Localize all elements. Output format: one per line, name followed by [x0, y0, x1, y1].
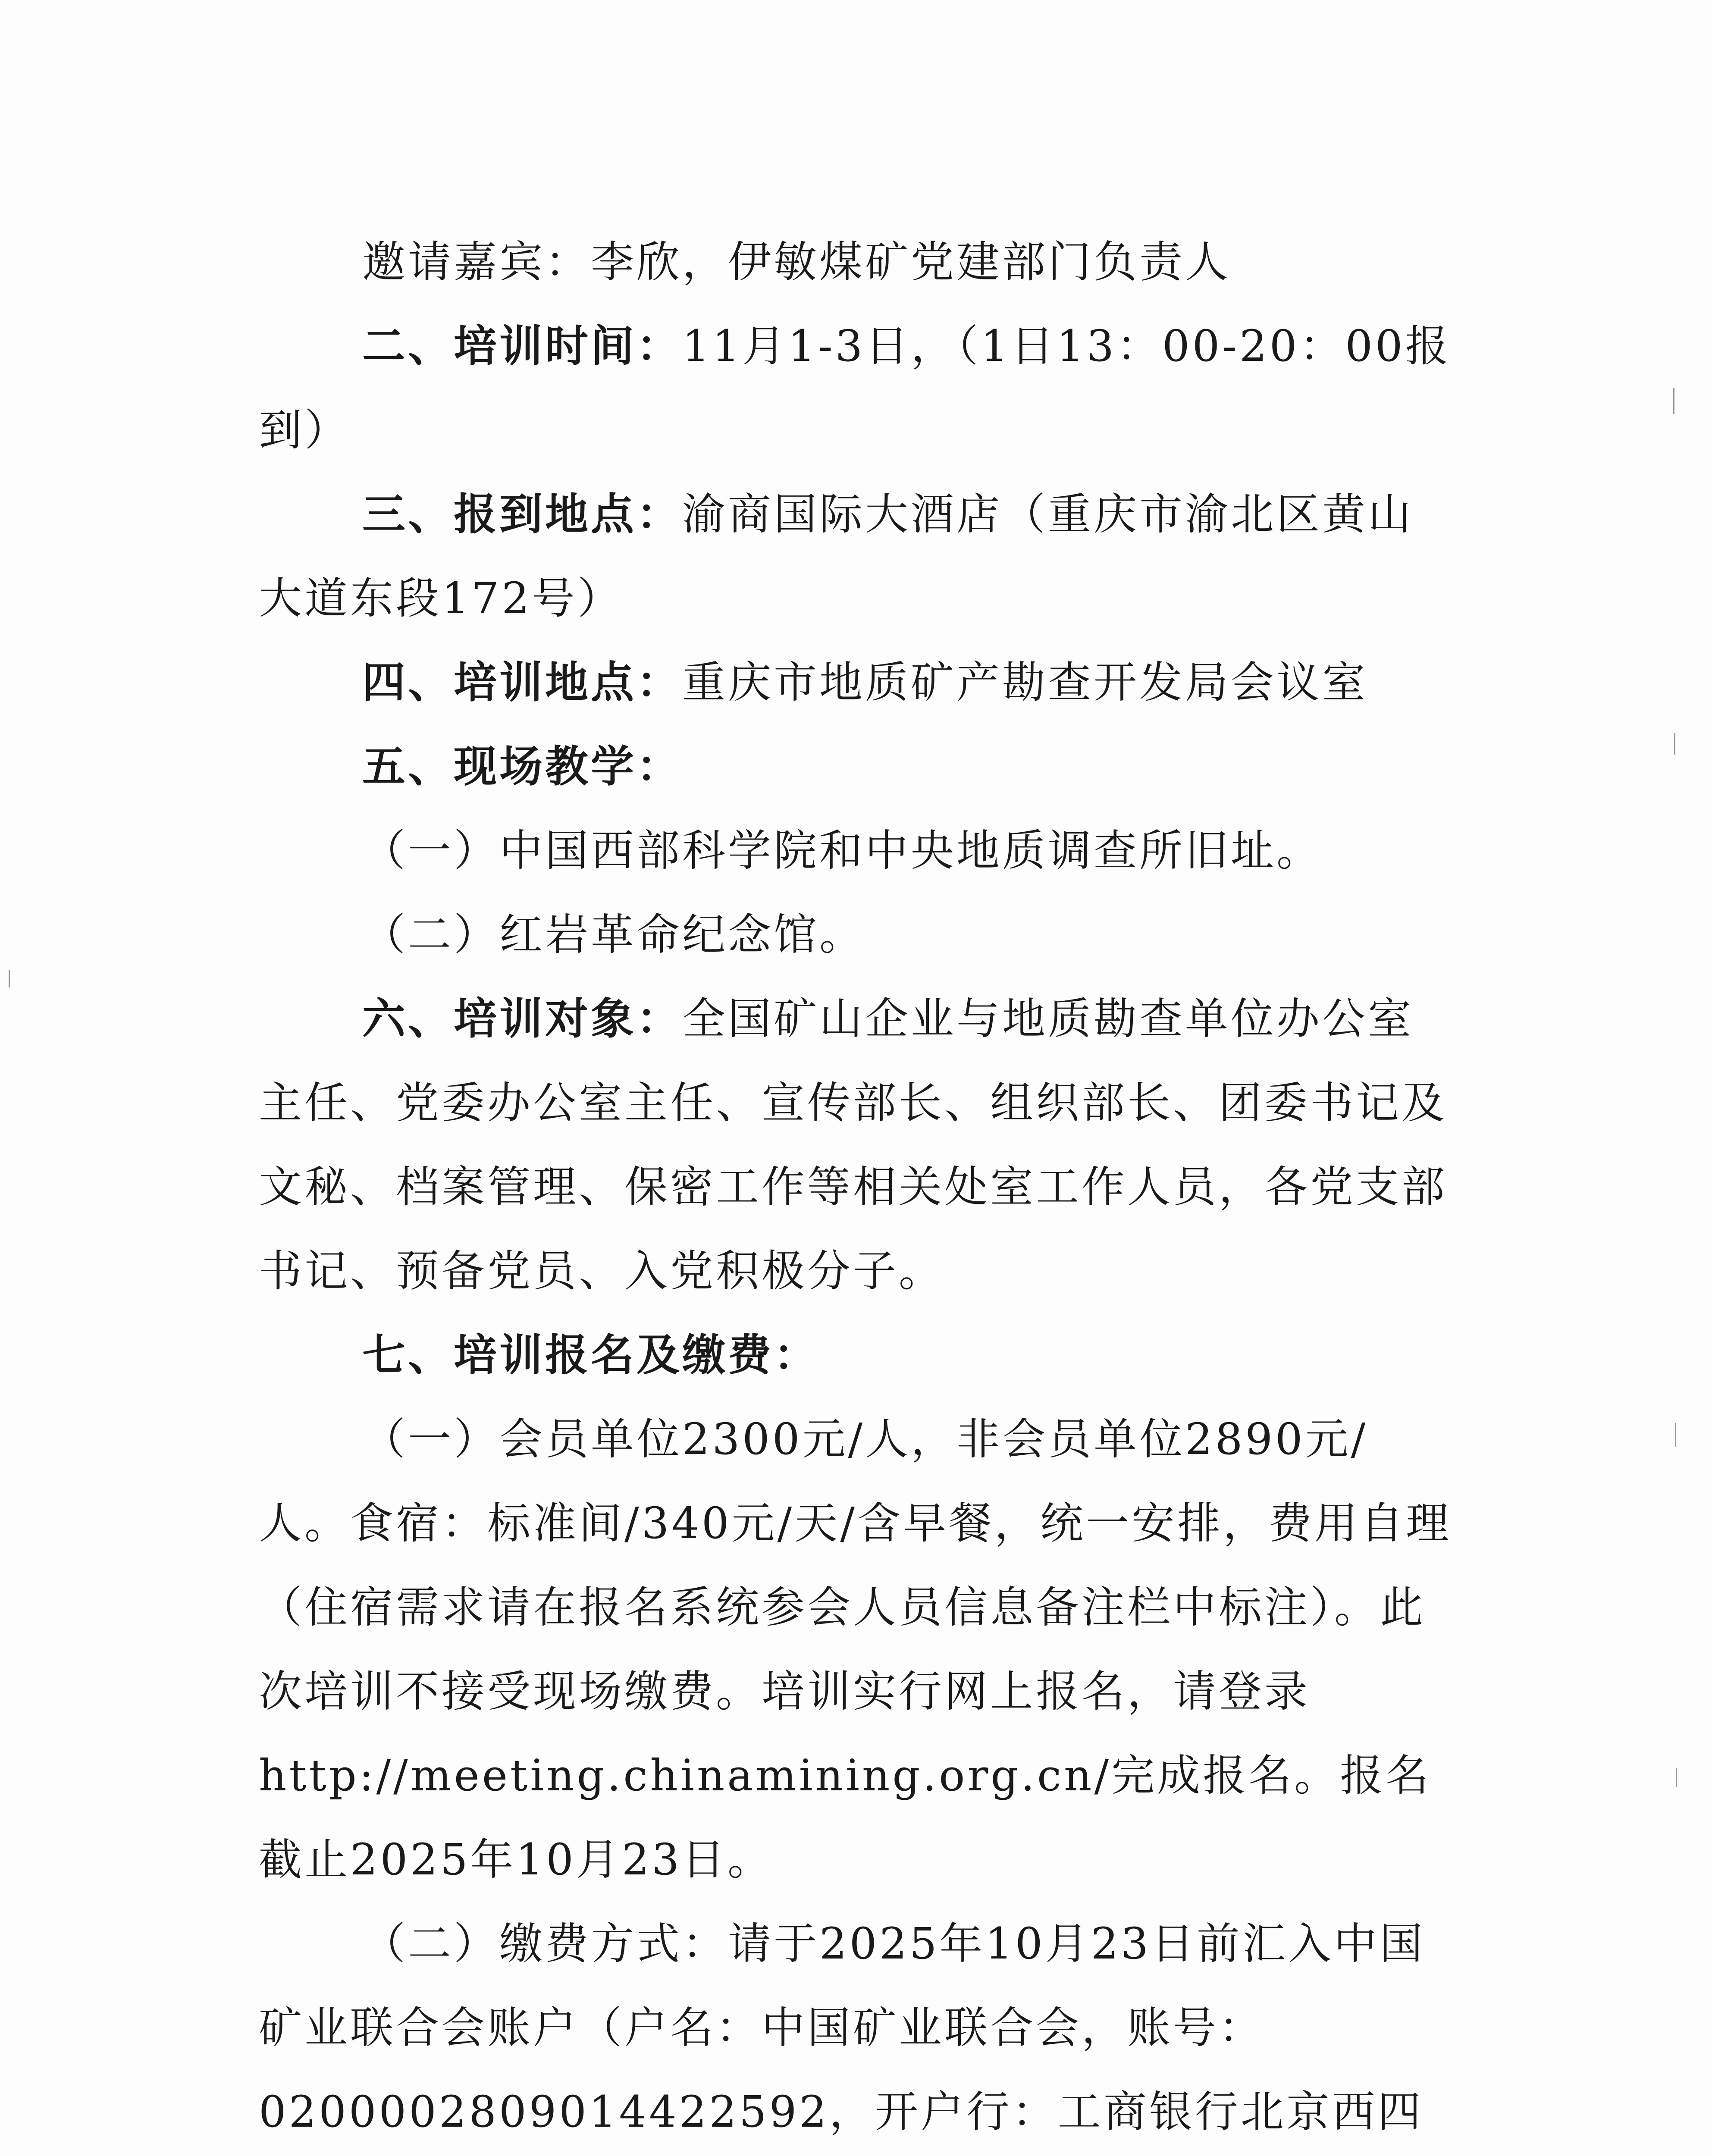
training-venue-heading: 四、培训地点： — [362, 657, 682, 708]
audience-paragraph — [259, 977, 1458, 1313]
document-body — [259, 220, 1458, 2156]
payment-method-paragraph — [259, 1902, 1458, 2156]
list-item — [259, 808, 1458, 893]
registration-fee-text: （一）会员单位2300元/人，非会员单位2890元/人。食宿：标准间/340元/天/含早餐，统一安排，费用自理（住宿需求请在报名系统参会人员信息备注栏中标注）。此次培训不接受现场缴费。培训实行网上报名，请登录http://meeting.chinamining.org.cn/完成报名。报名截止2025年10月23日。 — [259, 1414, 1452, 1885]
list-item — [259, 893, 1458, 977]
registration-fee-paragraph — [259, 1397, 1458, 1902]
training-time-text: 11月1-3日，（1日13：00-20：00报到） — [259, 321, 1451, 455]
training-venue-text: 重庆市地质矿产勘查开发局会议室 — [682, 657, 1368, 708]
payment-method-text: （二）缴费方式：请于2025年10月23日前汇入中国矿业联合会账户（户名：中国矿业联合会，账号：0200002809014422592，开户行：工商银行北京西四 — [259, 1918, 1425, 2137]
training-time-heading: 二、培训时间： — [362, 321, 682, 371]
guest-label: 邀请嘉宾： — [362, 237, 591, 287]
site-teaching-item-1: （一）中国西部科学院和中央地质调查所旧址。 — [362, 825, 1322, 876]
scan-edge-mark — [9, 970, 10, 987]
site-teaching-paragraph — [259, 724, 1458, 808]
registration-heading-paragraph — [259, 1313, 1458, 1397]
training-venue-paragraph — [259, 640, 1458, 724]
checkin-location-heading: 三、报到地点： — [362, 489, 682, 539]
site-teaching-item-2: （二）红岩革命纪念馆。 — [362, 909, 865, 960]
site-teaching-heading: 五、现场教学： — [362, 741, 682, 792]
checkin-location-paragraph — [259, 472, 1458, 640]
scan-edge-mark — [1675, 1423, 1676, 1447]
scan-edge-mark — [1674, 733, 1675, 755]
registration-heading: 七、培训报名及缴费： — [362, 1330, 819, 1380]
guest-paragraph — [259, 220, 1458, 304]
scan-edge-mark — [1673, 388, 1674, 414]
training-time-paragraph — [259, 304, 1458, 472]
checkin-location-text: 渝商国际大酒店（重庆市渝北区黄山大道东段172号） — [259, 489, 1414, 624]
guest-text: 李欣，伊敏煤矿党建部门负责人 — [591, 237, 1231, 287]
audience-text: 全国矿山企业与地质勘查单位办公室主任、党委办公室主任、宣传部长、组织部长、团委书记及文秘、档案管理、保密工作等相关处室工作人员，各党支部书记、预备党员、入党积极分子。 — [259, 993, 1447, 1296]
audience-heading: 六、培训对象： — [362, 993, 682, 1044]
scan-edge-mark — [1676, 1768, 1677, 1787]
